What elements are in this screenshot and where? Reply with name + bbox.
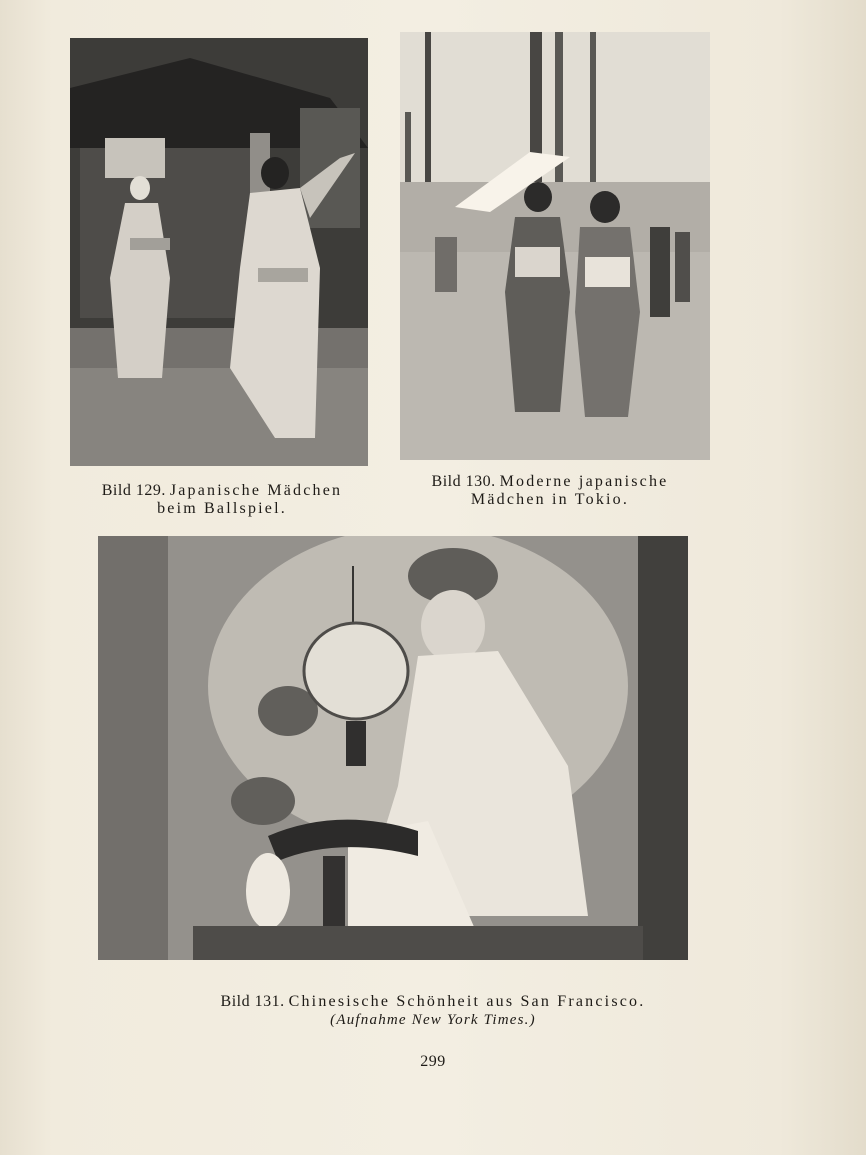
woman-lantern-headdress-icon xyxy=(98,536,688,960)
caption-text: Japanische Mädchen xyxy=(169,482,343,499)
photo-credit: (Aufnahme New York Times.) xyxy=(330,1012,536,1028)
caption-line-1 xyxy=(392,473,708,491)
figure-number: Bild 131. xyxy=(220,993,285,1010)
caption-line-2: beim Ballspiel. xyxy=(157,500,287,517)
caption-bild-129 xyxy=(64,482,380,518)
caption-line-1 xyxy=(80,993,786,1011)
two-women-street-parasol-icon xyxy=(400,32,710,460)
figure-number: Bild 129. xyxy=(101,482,166,499)
caption-text: Moderne japanische xyxy=(499,473,669,490)
photo-bild-129 xyxy=(70,38,368,466)
two-girls-kimono-garden-icon xyxy=(70,38,368,466)
caption-bild-130 xyxy=(392,473,708,509)
figure-number: Bild 130. xyxy=(431,473,496,490)
caption-line-1 xyxy=(64,482,380,500)
caption-text: Chinesische Schönheit aus San Francisco. xyxy=(288,993,646,1010)
photo-bild-131 xyxy=(98,536,688,960)
photo-bild-130 xyxy=(400,32,710,460)
caption-line-2: Mädchen in Tokio. xyxy=(470,491,630,508)
caption-bild-131 xyxy=(80,993,786,1029)
page-number: 299 xyxy=(420,1053,446,1070)
